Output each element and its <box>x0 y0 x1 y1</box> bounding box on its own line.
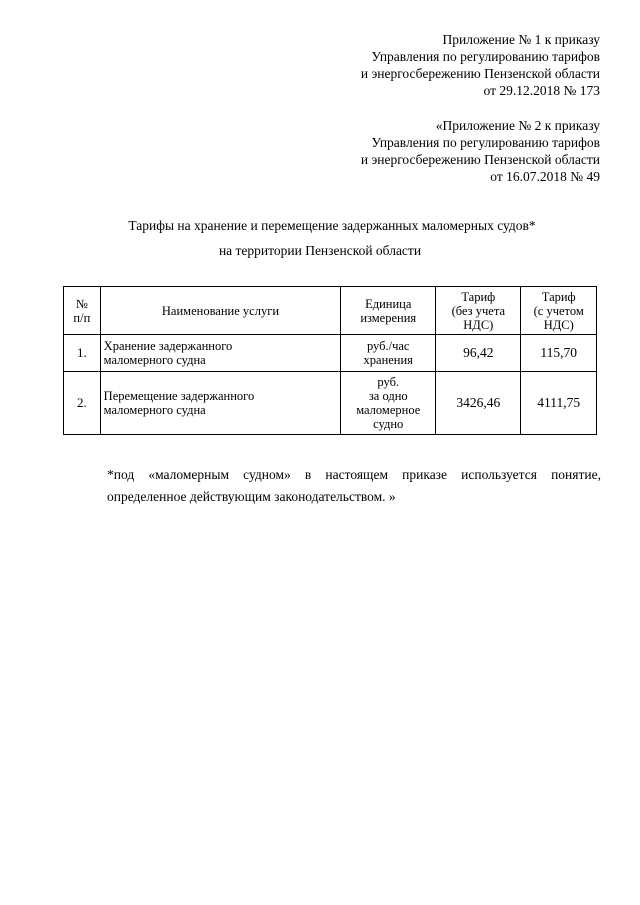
header-tariff-vat-l1: Тариф <box>541 289 576 304</box>
row-service <box>100 372 341 435</box>
row-num: 2. <box>64 372 101 435</box>
appendix-2-line4: от 16.07.2018 № 49 <box>490 169 600 184</box>
footnote <box>107 464 601 508</box>
appendix-2-line2: Управления по регулированию тарифов <box>371 135 600 150</box>
footnote-line1: *под «маломерным судном» в настоящем приказе используется понятие, <box>107 467 601 482</box>
row-tariff-vat: 115,70 <box>521 335 597 372</box>
row-unit-l4: судно <box>373 417 404 431</box>
header-num-l1: № <box>75 296 88 311</box>
header-tariff-vat <box>521 287 597 335</box>
row-unit-l3: маломерное <box>356 403 421 417</box>
header-tariff-vat-l3: НДС) <box>543 317 574 332</box>
appendix-1-line1: Приложение № 1 к приказу <box>442 32 600 47</box>
appendix-1-line4: от 29.12.2018 № 173 <box>483 83 600 98</box>
tariff-table <box>63 286 597 435</box>
row-service-l2: маломерного судна <box>103 403 206 417</box>
table-row <box>64 335 597 372</box>
appendix-1-header <box>361 31 600 99</box>
table-row <box>64 372 597 435</box>
row-unit <box>341 335 436 372</box>
header-service: Наименование услуги <box>100 287 341 335</box>
row-service-l1: Перемещение задержанного <box>103 389 255 403</box>
header-unit-l1: Единица <box>365 296 412 311</box>
table-header-row <box>64 287 597 335</box>
row-service <box>100 335 341 372</box>
row-service-l2: маломерного судна <box>103 353 206 367</box>
header-unit <box>341 287 436 335</box>
row-unit-l2: хранения <box>363 353 413 367</box>
row-tariff-no-vat: 3426,46 <box>436 372 521 435</box>
appendix-1-line3: и энергосбережению Пензенской области <box>360 66 600 81</box>
row-tariff-vat: 4111,75 <box>521 372 597 435</box>
row-tariff-no-vat: 96,42 <box>436 335 521 372</box>
row-unit-l2: за одно <box>368 389 408 403</box>
document-title: Тарифы на хранение и перемещение задержанных маломерных судов* <box>128 218 536 233</box>
appendix-2-line1: «Приложение № 2 к приказу <box>435 118 600 133</box>
header-tariff-no-vat <box>436 287 521 335</box>
appendix-1-line2: Управления по регулированию тарифов <box>371 49 600 64</box>
row-unit-l1: руб. <box>377 375 400 389</box>
document-subtitle: на территории Пензенской области <box>218 243 422 258</box>
header-tariff-no-vat-l1: Тариф <box>461 289 496 304</box>
header-unit-l2: измерения <box>360 310 417 325</box>
header-num <box>64 287 101 335</box>
header-tariff-no-vat-l3: НДС) <box>463 317 494 332</box>
appendix-2-line3: и энергосбережению Пензенской области <box>360 152 600 167</box>
row-service-l1: Хранение задержанного <box>103 339 233 353</box>
row-unit-l1: руб./час <box>366 339 410 353</box>
footnote-line2: определенное действующим законодательством. » <box>107 489 396 504</box>
header-tariff-vat-l2: (с учетом <box>533 303 584 318</box>
row-num: 1. <box>64 335 101 372</box>
appendix-2-header <box>361 117 600 185</box>
header-num-l2: п/п <box>73 310 91 325</box>
header-tariff-no-vat-l2: (без учета <box>451 303 505 318</box>
row-unit <box>341 372 436 435</box>
